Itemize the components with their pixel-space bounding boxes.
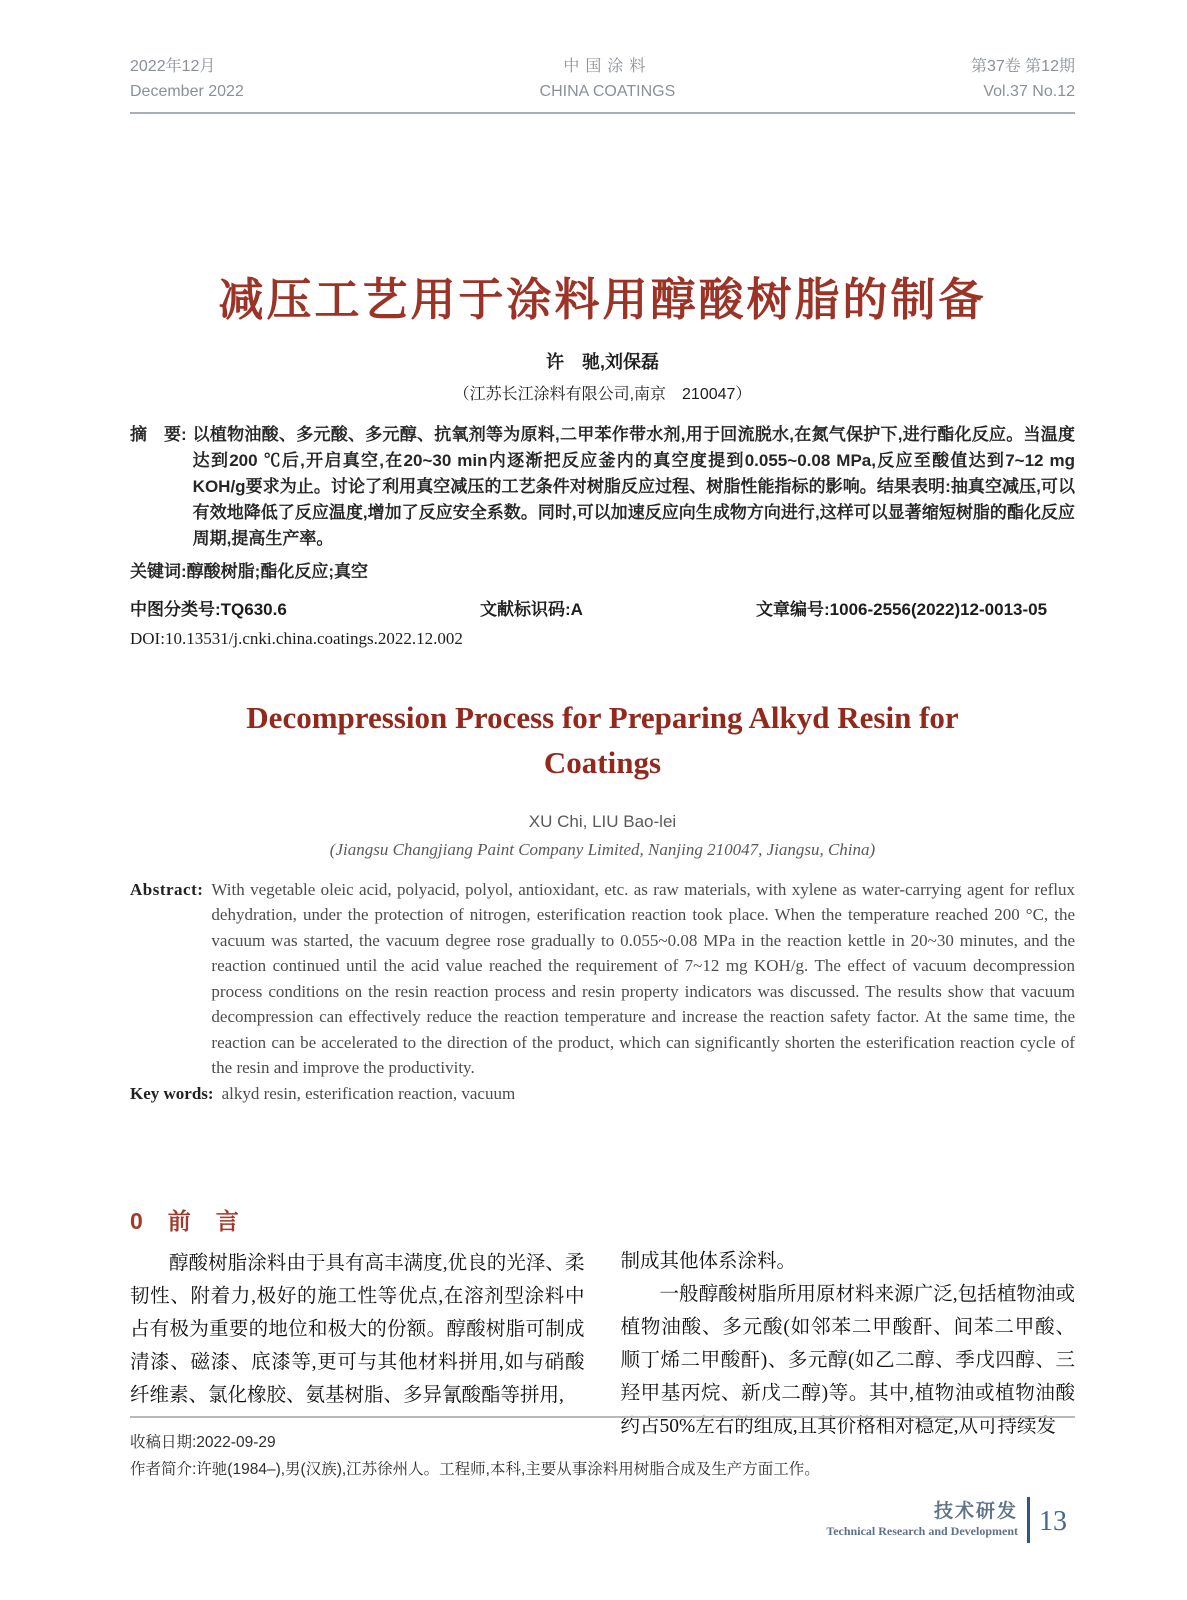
header-issue-en: Vol.37 No.12 [983, 82, 1075, 100]
journal-header [130, 55, 1075, 114]
body-columns [130, 1204, 1075, 1443]
footnote [130, 1416, 1075, 1483]
header-journal-cn: 中国涂料 [563, 58, 652, 75]
body-paragraph: 醇酸树脂涂料由于具有高丰满度,优良的光泽、柔韧性、附着力,极好的施工性等优点,在溶剂型涂料中占有极为重要的地位和极大的份额。醇酸树脂可制成清漆、磁漆、底漆等,更可与其他材料拼用,如与硝酸纤维素、氯化橡胶、氨基树脂、多异氰酸酯等拼用, [130, 1253, 585, 1407]
page-number: 13 [1039, 1506, 1067, 1537]
abstract-cn-text: 以植物油酸、多元酸、多元醇、抗氧剂等为原料,二甲苯作带水剂,用于回流脱水,在氮气保护下,进行酯化反应。当温度达到200 ℃后,开启真空,在20~30 min内逐渐把反应釜内的真空度提到0.055~0.08 MPa,反应至酸值达到7~12 mg KOH/g要求为止。讨论了利用真空减压的工艺条件对树脂反应过程、树脂性能指标的影响。结果表明:抽真空减压,可以有效地降低了反应温度,增加了反应安全系数。同时,可以加速反应向生成物方向进行,这样可以显著缩短树脂的酯化反应周期,提高生产率。 [192, 424, 1075, 548]
abstract-cn [130, 422, 1075, 552]
footer-column-labels [826, 1501, 1018, 1539]
authors-cn: 许 驰,刘保磊 [545, 351, 659, 372]
keywords-en-label: Key words: [130, 1083, 214, 1103]
section-heading-intro: 0 前 言 [130, 1207, 240, 1234]
abstract-en [130, 877, 1075, 1081]
article-title-cn: 减压工艺用于涂料用醇酸树脂的制备 [218, 273, 987, 325]
abstract-en-text: With vegetable oleic acid, polyacid, polyol, antioxidant, etc. as raw materials, with xylene as water-carrying agent for reflux dehydration, under the protection of nitrogen, esterification reaction took place. When the temperature reached 200 °C, the vacuum was started, the vacuum degree rose gradually to 0.055~0.08 MPa in the reaction kettle in 20~30 minutes, and the reaction continued until the acid value reached the requirement of 7~12 mg KOH/g. The effect of vacuum decompression process conditions on the resin reaction process and resin property indicators was discussed. The results show that vacuum decompression can effectively reduce the reaction temperature and increase the reaction safety factor. At the same time, the reaction can be accelerated to the direction of the product, which can significantly shorten the esterification reaction cycle of the resin and improve the productivity. [211, 879, 1075, 1078]
article-title-en: Decompression Process for Preparing Alkyd Resin for Coatings [246, 699, 959, 780]
abstract-en-label: Abstract: [130, 879, 204, 899]
page-footer [826, 1497, 1067, 1543]
doi: DOI:10.13531/j.cnki.china.coatings.2022.12.002 [130, 628, 463, 648]
footer-column-en: Technical Research and Development [826, 1523, 1018, 1538]
keywords-cn: 关键词:醇酸树脂;酯化反应;真空 [130, 561, 368, 581]
author-bio: 作者简介:许驰(1984–),男(汉族),江苏徐州人。工程师,本科,主要从事涂料用树脂合成及生产方面工作。 [130, 1461, 820, 1478]
header-issue-cn: 第37卷 第12期 [970, 58, 1075, 75]
article-id: 文章编号:1006-2556(2022)12-0013-05 [756, 599, 1048, 619]
document-code: 文献标识码:A [480, 599, 583, 619]
footer-column-cn: 技术研发 [933, 1500, 1018, 1522]
classification-row [130, 595, 1075, 620]
received-date: 收稿日期:2022-09-29 [130, 1434, 276, 1451]
affiliation-en: (Jiangsu Changjiang Paint Company Limited, Nanjing 210047, Jiangsu, China) [329, 839, 876, 859]
authors-en: XU Chi, LIU Bao-lei [528, 811, 677, 831]
clc-number: 中图分类号:TQ630.6 [130, 599, 287, 619]
body-paragraph-continuation: 制成其他体系涂料。 [620, 1250, 797, 1272]
keywords-en [130, 1084, 1075, 1104]
header-journal-name [540, 55, 676, 105]
abstract-cn-label: 摘 要: [130, 424, 187, 444]
affiliation-cn: （江苏长江涂料有限公司,南京 210047） [453, 385, 752, 403]
header-date-cn: 2022年12月 [130, 58, 216, 75]
header-issue [971, 55, 1075, 105]
body-column-right [621, 1204, 1076, 1443]
header-journal-en: CHINA COATINGS [539, 82, 676, 100]
keywords-en-text: alkyd resin, esterification reaction, vacuum [221, 1083, 516, 1103]
body-paragraph: 一般醇酸树脂所用原材料来源广泛,包括植物油或植物油酸、多元酸(如邻苯二甲酸酐、间苯二甲酸、顺丁烯二甲酸酐)、多元醇(如乙二醇、季戊四醇、三羟甲基丙烷、新戊二醇)等。其中,植物油或植物油酸约占50%左右的组成,且其价格相对稳定,从可持续发 [620, 1283, 1075, 1437]
body-column-left [130, 1204, 585, 1443]
footer-divider-bar [1027, 1497, 1030, 1543]
header-date-en: December 2022 [130, 82, 244, 100]
header-date [130, 55, 244, 105]
